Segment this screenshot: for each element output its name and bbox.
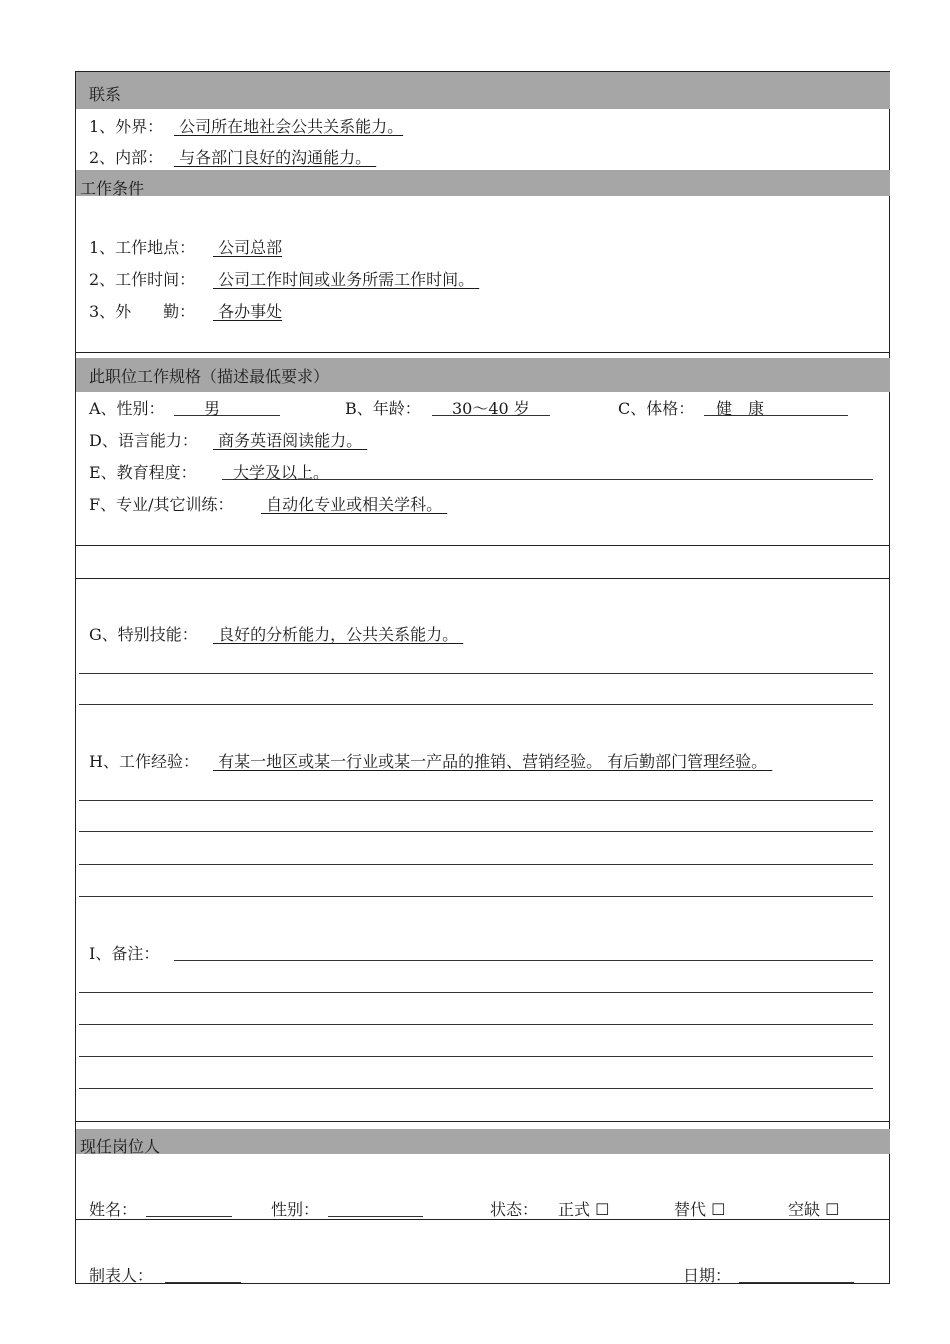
spec-age-value: 30～40 岁 <box>452 399 530 418</box>
spec-language-value: 商务英语阅读能力。 <box>218 431 363 450</box>
preparer-label: 制表人： <box>89 1266 154 1285</box>
contact-internal-value: 与各部门良好的沟通能力。 <box>179 148 372 167</box>
conditions-location-label: 1、工作地点： <box>89 238 196 257</box>
form-frame <box>75 71 890 1284</box>
spec-major-label: F、专业/其它训练： <box>89 495 234 514</box>
divider <box>76 1121 890 1122</box>
contact-heading: 联系 <box>89 85 122 104</box>
incumbent-gender-field[interactable] <box>328 1216 423 1217</box>
incumbent-heading: 现任岗位人 <box>80 1137 161 1156</box>
conditions-time-value: 公司工作时间或业务所需工作时间。 <box>218 270 475 289</box>
blank-line <box>79 800 873 801</box>
conditions-header-band <box>76 170 890 196</box>
incumbent-header-band <box>76 1129 890 1154</box>
spec-health-value: 健 康 <box>716 399 765 418</box>
contact-internal-label: 2、内部： <box>89 148 164 167</box>
checkbox-icon[interactable]: ☐ <box>825 1200 840 1219</box>
spec-education-value: 大学及以上。 <box>233 463 330 482</box>
spec-skills-label: G、特别技能： <box>89 625 198 644</box>
status-substitute-option[interactable]: 替代 ☐ <box>674 1200 726 1219</box>
spec-language-label: D、语言能力： <box>89 431 198 450</box>
conditions-location-value: 公司总部 <box>218 238 283 257</box>
blank-line <box>79 992 873 993</box>
spec-age-label: B、年龄： <box>345 399 421 418</box>
spec-heading: 此职位工作规格（描述最低要求） <box>89 367 330 386</box>
blank-line <box>79 1088 873 1089</box>
preparer-field[interactable] <box>165 1282 241 1283</box>
spec-remarks-label: I、备注： <box>89 944 160 963</box>
spec-education-label: E、教育程度： <box>89 463 197 482</box>
status-formal-option[interactable]: 正式 ☐ <box>558 1200 610 1219</box>
incumbent-name-field[interactable] <box>146 1216 232 1217</box>
spec-experience-value: 有某一地区或某一行业或某一产品的推销、营销经验。 有后勤部门管理经验。 <box>218 752 768 771</box>
blank-line <box>79 831 873 832</box>
divider <box>76 578 890 579</box>
conditions-time-label: 2、工作时间： <box>89 270 196 289</box>
divider <box>76 545 890 546</box>
blank-line <box>79 704 873 705</box>
spec-remarks-underline <box>174 960 873 961</box>
incumbent-status-label: 状态： <box>490 1200 539 1219</box>
blank-line <box>79 896 873 897</box>
date-field[interactable] <box>739 1282 854 1283</box>
spec-skills-value: 良好的分析能力，公共关系能力。 <box>218 625 459 644</box>
blank-line <box>79 864 873 865</box>
blank-line <box>79 1056 873 1057</box>
conditions-field-value: 各办事处 <box>218 302 283 321</box>
incumbent-name-label: 姓名： <box>89 1200 138 1219</box>
incumbent-gender-label: 性别： <box>271 1200 320 1219</box>
blank-line <box>79 673 873 674</box>
contact-external-label: 1、外界： <box>89 117 164 136</box>
divider <box>76 1219 890 1220</box>
spec-major-value: 自动化专业或相关学科。 <box>266 495 443 514</box>
spec-experience-label: H、工作经验： <box>89 752 199 771</box>
checkbox-icon[interactable]: ☐ <box>711 1200 726 1219</box>
status-vacant-option[interactable]: 空缺 ☐ <box>788 1200 840 1219</box>
contact-header-band <box>76 72 890 109</box>
conditions-field-label: 3、外 勤： <box>89 302 196 321</box>
contact-external-value: 公司所在地社会公共关系能力。 <box>179 117 404 136</box>
checkbox-icon[interactable]: ☐ <box>595 1200 610 1219</box>
spec-gender-label: A、性别： <box>89 399 165 418</box>
blank-line <box>79 1024 873 1025</box>
divider <box>76 352 890 353</box>
spec-gender-underline <box>174 415 280 416</box>
conditions-heading: 工作条件 <box>80 179 145 198</box>
date-label: 日期： <box>683 1266 732 1285</box>
spec-health-label: C、体格： <box>618 399 695 418</box>
spec-gender-value: 男 <box>204 399 221 418</box>
